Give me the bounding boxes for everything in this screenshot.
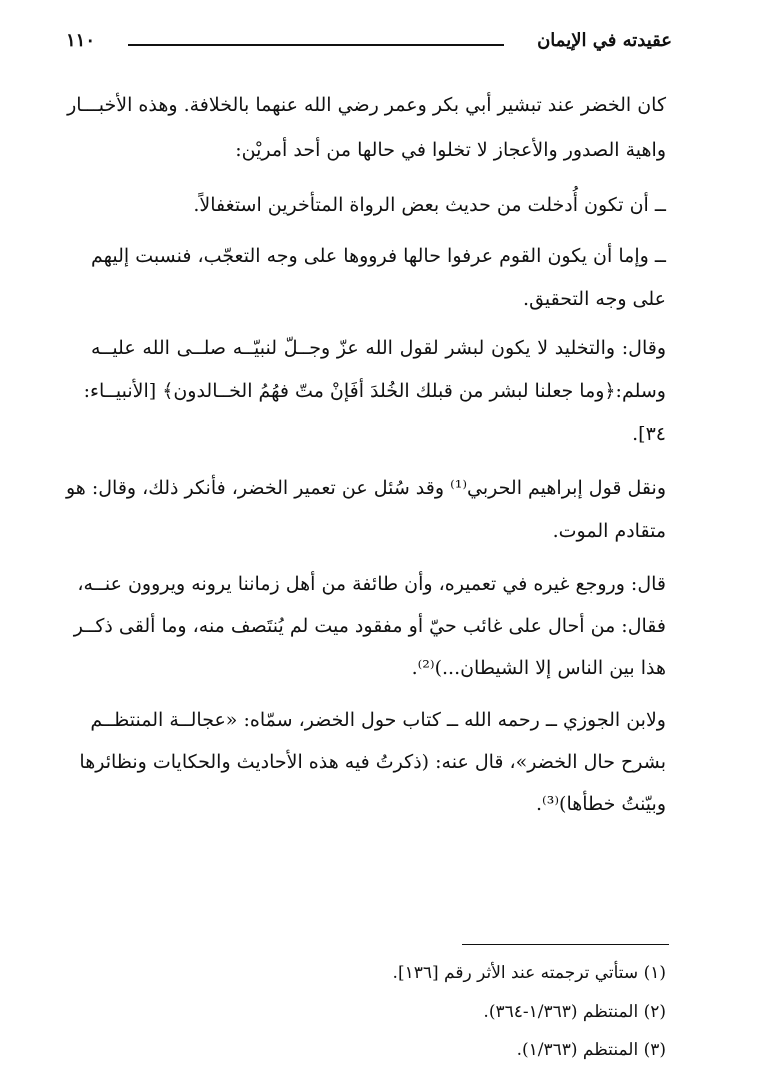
body-line: فقال: من أحال على غائب حيّ أو مفقود ميت لم يُنتَصف منه، وما ألقى ذكــر	[73, 615, 666, 637]
page-header	[66, 30, 672, 60]
header-rule	[128, 44, 504, 46]
running-title: عقيدته في الإيمان	[537, 30, 672, 51]
footnote: (١) ستأتي ترجمته عند الأثر رقم [١٣٦].	[392, 963, 666, 983]
body-line: هذا بين الناس إلا الشيطان...)⁽²⁾.	[411, 657, 666, 679]
body-line: بشرح حال الخضر»، قال عنه: (ذكرتُ فيه هذه الأحاديث والحكايات ونظائرها	[79, 751, 666, 773]
footnote-rule	[462, 944, 669, 945]
body-line: وبيّنتُ خطأها)⁽³⁾.	[536, 793, 666, 815]
page-number: ١١٠	[66, 30, 96, 51]
body-line: ٣٤].	[632, 423, 666, 445]
footnote: (٣) المنتظم (١/٣٦٣).	[516, 1040, 666, 1060]
body-line: ــ وإما أن يكون القوم عرفوا حالها فرووها على وجه التعجّب، فنسبت إليهم	[91, 245, 666, 267]
footnote: (٢) المنتظم (١/٣٦٣-٣٦٤).	[483, 1002, 666, 1022]
body-line: كان الخضر عند تبشير أبي بكر وعمر رضي الله عنهما بالخلافة. وهذه الأخبـــار	[67, 94, 666, 116]
body-line: على وجه التحقيق.	[523, 288, 666, 310]
body-line: متقادم الموت.	[552, 520, 666, 542]
body-line: وسلم:﴿وما جعلنا لبشر من قبلك الخُلدَ أفَإنْ متّ فهُمُ الخــالدون﴾ [الأنبيــاء:	[83, 380, 666, 402]
body-line: وقال: والتخليد لا يكون لبشر لقول الله عزّ وجــلّ لنبيّــه صلــى الله عليــه	[91, 337, 666, 359]
body-line: ونقل قول إبراهيم الحربي⁽¹⁾ وقد سُئل عن تعمير الخضر، فأنكر ذلك، وقال: هو	[65, 477, 666, 499]
body-line: قال: وروجع غيره في تعميره، وأن طائفة من أهل زماننا يرونه ويروون عنــه،	[77, 573, 666, 595]
body-line: ولابن الجوزي ــ رحمه الله ــ كتاب حول الخضر، سمّاه: «عجالــة المنتظــم	[90, 709, 666, 731]
body-line: واهية الصدور والأعجاز لا تخلوا في حالها من أحد أمريْن:	[235, 139, 666, 161]
body-line: ــ أن تكون أُدخلت من حديث بعض الرواة المتأخرين استغفالاً.	[193, 194, 666, 216]
